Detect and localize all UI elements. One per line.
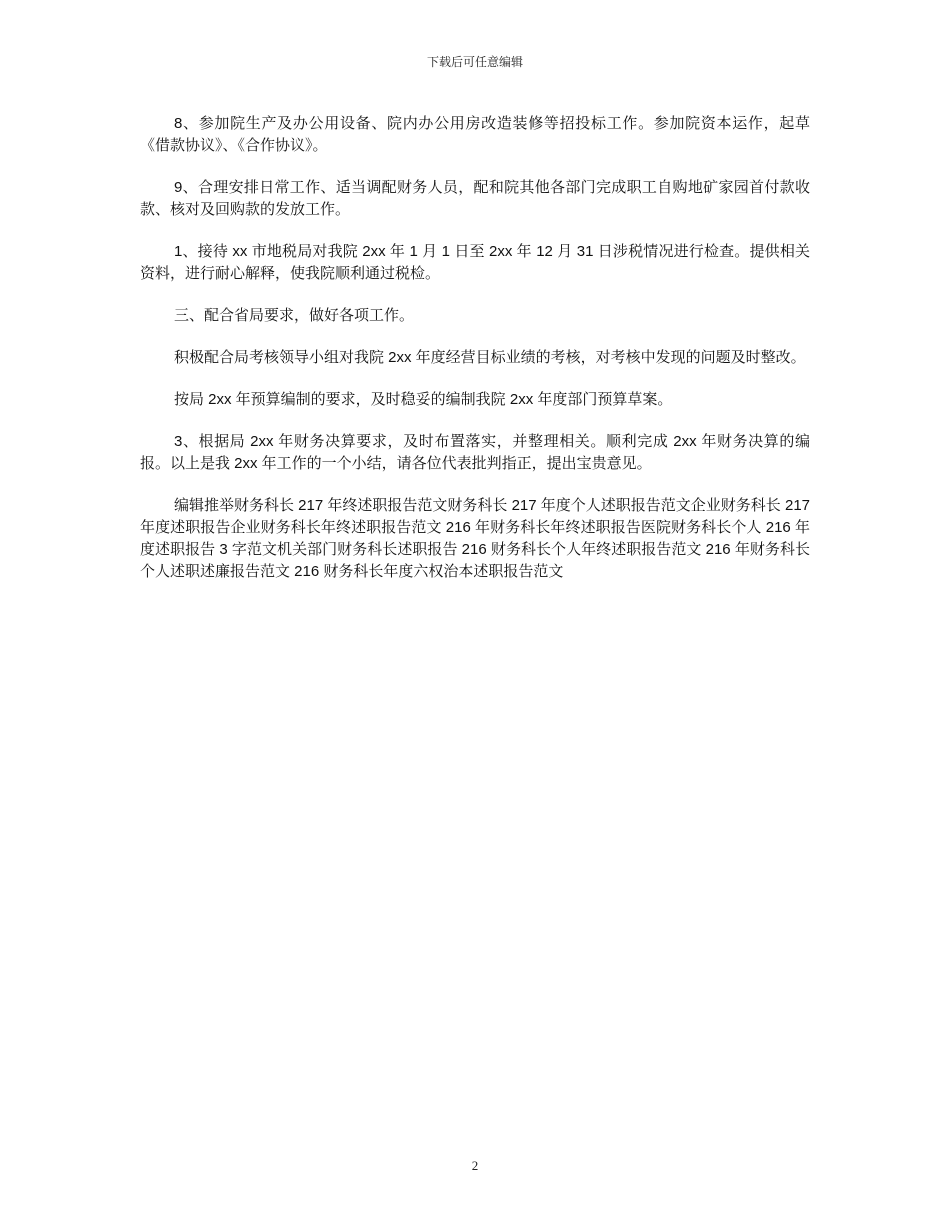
paragraph-item-1-tax-inspection: 1、接待 xx 市地税局对我院 2xx 年 1 月 1 日至 2xx 年 12 月 31 日涉税情况进行检查。提供相关资料，进行耐心解释，使我院顺利通过税检。 bbox=[140, 243, 810, 282]
page-number: 2 bbox=[471, 1158, 479, 1173]
paragraph-item-9-staffing: 9、合理安排日常工作、适当调配财务人员，配和院其他各部门完成职工自购地矿家园首付款收款、核对及回购款的发放工作。 bbox=[140, 179, 810, 218]
document-body bbox=[140, 113, 810, 603]
section-heading-three: 三、配合省局要求，做好各项工作。 bbox=[174, 307, 415, 324]
paragraph-item-8-bidding: 8、参加院生产及办公用设备、院内办公用房改造装修等招投标工作。参加院资本运作，起草《借款协议》、《合作协议》。 bbox=[140, 115, 810, 154]
paragraph-budget-draft: 按局 2xx 年预算编制的要求，及时稳妥的编制我院 2xx 年度部门预算草案。 bbox=[174, 391, 673, 408]
paragraph-recommended-articles: 编辑推举财务科长 217 年终述职报告范文财务科长 217 年度个人述职报告范文企业财务科长 217 年度述职报告企业财务科长年终述职报告范文 216 年财务科长年终述职报告医院财务科长个人 216 年度述职报告 3 字范文机关部门财务科长述职报告 216 财务科长个人年终述职报告范文 216 年财务科长个人述职述廉报告范文 216 财务科长年度六权治本述职报告范文 bbox=[140, 497, 810, 580]
paragraph-performance-review: 积极配合局考核领导小组对我院 2xx 年度经营目标业绩的考核，对考核中发现的问题及时整改。 bbox=[174, 349, 806, 366]
page-header: 下载后可任意编辑 bbox=[426, 55, 523, 69]
paragraph-item-3-final-accounts: 3、根据局 2xx 年财务决算要求，及时布置落实，并整理相关。顺利完成 2xx 年财务决算的编报。以上是我 2xx 年工作的一个小结，请各位代表批判指正，提出宝贵意见。 bbox=[140, 433, 810, 472]
